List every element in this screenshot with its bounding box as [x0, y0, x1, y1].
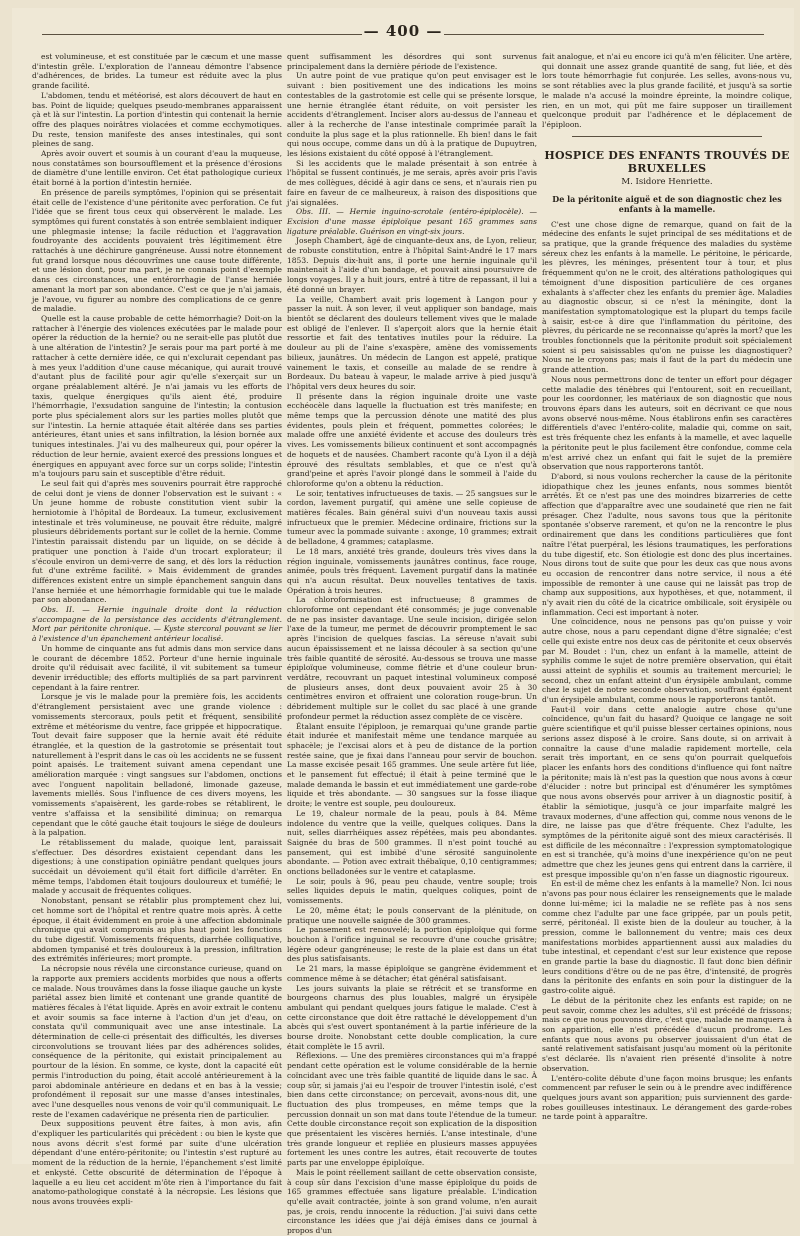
paragraph: Un autre point de vue pratique qu'on peut envisager est le suivant : bien positivement une des indications les moins contestables de la gastrotomie est celle qui se présente lorsque, une hernie étranglée étant réduite, on voit persister les accidents d'étranglement. Inciser alors au-dessus de l'anneau et aller à la recherche de l'anse intestinale comprimée paraît la conduite la plus sage et la plus rationnelle. Eh bien! dans le fait qui nous occupe, comme dans un dû à la pratique de Dupuytren, les lésions existaient du côté opposé à l'étranglement. — [287, 71, 537, 159]
paragraph: Une coïncidence, nous ne pensons pas qu'on puisse y voir autre chose, nous a paru cependant digne d'être signalée; c'est celle qui existe entre nos deux cas de péritonite et ceux observés par M. Boudet : l'un, chez un enfant à la mamelle, atteint de syphilis comme le sujet de notre première observation, qui était aussi atteint de syphilis et soumis au traitement mercuriel; le second, chez un enfant atteint d'un érysipèle ambulant, comme chez le sujet de notre seconde observation, souffrant également d'un érysipèle ambulant, comme nous le rapporterons tantôt. — [542, 617, 792, 705]
paragraph: La nécropsie nous révéla une circonstance curieuse, quand on la rapporte aux premiers accidents morbides que nous a offerts ce malade. Nous trouvâmes dans la fosse iliaque gauche un kyste pariétal assez bien limité et contenant une grande quantité de matières fécales à l'état liquide. Après en avoir extrait le contenu et avoir soumis sa face interne à l'action d'un jet d'eau, on constata qu'il communiquait avec une anse intestinale. La détermination de celle-ci présentait des difficultés, les diverses circonvolutions se trouvant liées par des adhérences solides, conséquence de la péritonite, qui existait principalement au pourtour de la lésion. En somme, ce kyste, dont la capacité eût permis l'introduction du poing, était accolé antérieurement à la paroi abdominale antérieure en dedans et en bas à la vessie; profondément il reposait sur une masse d'anses intestinales, avec l'une desquelles nous venons de voir qu'il communiquait. Le reste de l'examen cadavérique ne présenta rien de particulier. — [32, 964, 282, 1119]
page-number: — 400 — — [363, 22, 443, 40]
paragraph: Le rétablissement du malade, quoique lent, paraissait s'effectuer. Des désordres existaient cependant dans les digestions; à une constipation opiniâtre pendant quelques jours succédait un dévoiement qu'il était fort difficile d'arrêter. En même temps, l'abdomen était toujours douloureux et tuméfié; le malade y accusait de fréquentes coliques. — [32, 837, 282, 896]
paragraph: Le seul fait qui d'après mes souvenirs pourrait être rapproché de celui dont je viens de donner l'observation est le suivant : « Un jeune homme de robuste constitution vient subir la herniotomie à l'hôpital de Bordeaux. La tumeur, exclusivement intestinale et très volumineuse, ne pouvait être réduite, malgré plusieurs débridements portant sur le collet de la hernie. Comme l'intestin paraissait distendu par un liquide, on se décide à pratiquer une ponction à l'aide d'un trocart explorateur; il s'écoule environ un demi-verre de sang, et dès lors la réduction fut d'une extrême facilité. » Mais évidemment de grandes différences existent entre un simple épanchement sanguin dans l'anse herniée et une hémorrhagie formidable qui tue le malade par son abondance. — [32, 478, 282, 605]
section-rule — [572, 136, 762, 137]
paragraph: D'abord, si nous voulons rechercher la cause de la péritonite idiopathique chez les jeunes enfants, nous sommes bientôt arrêtés. Et ce n'est pas une des moindres bizarreries de cette affection que d'apparaître avec une soudaineté que rien ne fait présager. Chez l'adulte, nous savons tous que la péritonite spontanée s'observe rarement, et qu'on ne la rencontre le plus ordinairement que dans les conditions particulières que font naître l'état puerpéral, les lésions traumatiques, les perforations du tube digestif, etc. Son étiologie est donc des plus incertaines. Nous dirons tout de suite que pour les deux cas que nous avons eu occasion de rencontrer dans notre service, il nous a été impossible de remonter à une cause qui ne laissât pas trop de champ aux suppositions, aux hypothèses, et que, notamment, il n'y avait rien du côté de la cicatrice ombilicale, soit érysipèle ou inflammation. Ceci est important à noter. — [542, 471, 792, 617]
paragraph: L'entéro-colite débute d'une façon moins brusque; les enfants commencent par refuser le sein ou à le prendre avec indifférence quelques jours avant son apparition; puis surviennent des garde-robes gouilleuses intestinaux. Le dérangement des garde-robes ne tarde point à apparaître. — [542, 1073, 792, 1122]
header-rule-left — [42, 34, 362, 35]
paragraph: Mais le point réellement saillant de cette observation consiste, à coup sûr dans l'excision d'une masse épiploïque du poids de 165 grammes effectuée sans ligature préalable. L'indication qu'elle avait contractée, jointe à son grand volume, n'en aurait pas, je crois, rendu innocente la réduction. J'ai suivi dans cette circonstance les idées que j'ai déjà émises dans ce journal à propos d'un — [287, 1167, 537, 1236]
paragraph: Faut-il voir dans cette analogie autre chose qu'une coïncidence, qu'un fait du hasard? Quoique ce langage ne soit guère scientifique et qu'il puisse blesser certaines opinions, nous serions assez disposé à le croire. Sans doute, si on arrivait à connaître la cause d'une maladie rapidement mortelle, cela serait très important, en ce sens qu'on pourrait quelquefois placer les enfants hors des conditions d'influence qui font naître la péritonite; mais là n'est pas la question que nous avons à cœur d'élucider : notre but principal est d'énumérer les symptômes que nous avons observés pour arriver à un diagnostic positif, à établir la sémiotique, jusqu'à ce jour imparfaite malgré les travaux modernes, d'une affection qui, comme nous venons de le dire, ne laisse pas que d'être fréquente. Chez l'adulte, les symptômes de la péritonite aiguë sont des mieux caractérisés. Il est difficile de les méconnaître : l'expression symptomatologique en est si tranchée, qu'à moins d'une inexpérience qu'on ne peut admettre que chez les jeunes gens qui entrent dans la carrière, il est presque impossible qu'on n'en fasse un diagnostic rigoureux. — [542, 704, 792, 879]
paragraph: Si les accidents que le malade présentait à son entrée à l'hôpital se fussent continués, je me serais, après avoir pris l'avis de mes collègues, décidé à agir dans ce sens, et n'aurais rien pu faire en faveur de ce malheureux, à raison des dispositions que j'ai signalées. — [287, 158, 537, 207]
paragraph: Deux suppositions peuvent être faites, à mon avis, afin d'expliquer les particularités qui précèdent : ou bien le kyste que nous avons décrit s'est formé par suite d'une ulcération dépendant d'une entéro-péritonite; ou l'intestin s'est rupturé au moment de la réduction de la hernie, l'épanchement s'est limité et enkysté. Cette obscurité de détermination de l'époque à laquelle a eu lieu cet accident m'ôte rien à l'importance du fait anatomo-pathologique constaté à la nécropsie. Les lésions que nous avons trouvées expli- — [32, 1119, 282, 1206]
paragraph: Le 18 mars, anxiété très grande, douleurs très vives dans la région inguinale, vomissements jaunâtres continus, face rouge, animée, pouls très fréquent. Lavement purgatif dans la matinée qui n'a aucun résultat. Deux nouvelles tentatives de taxis. Opération à trois heures. — [287, 546, 537, 595]
page-header — [12, 18, 794, 48]
section-subtitle: De la péritonite aiguë et de son diagnostic chez les enfants à la mamelle. — [552, 193, 782, 214]
paragraph: Joseph Chambert, âgé de cinquante-deux ans, de Lyon, relieur, de robuste constitution, entre à l'hôpital Saint-André le 17 mars 1853. Depuis dix-huit ans, il porte une hernie inguinale qu'il maintenait à l'aide d'un bandage, et pouvait ainsi poursuivre de longs voyages. Il y a huit jours, entré à titre de repassant, il lui a été donné un brayer. — [287, 236, 537, 294]
newspaper-page — [12, 8, 794, 1236]
paragraph: Nonobstant, pensant se rétablir plus promptement chez lui, cet homme sort de l'hôpital et rentre quatre mois après. À cette époque, il était évidemment en proie à une affection abdominale chronique qui avait compromis au plus haut point les fonctions du tube digestif. Vomissements fréquents, diarrhée colliquative, abdomen tympanisé et très douloureux à la pression, infiltration des extrémités inférieures; mort prompte. — [32, 896, 282, 964]
paragraph: Les jours suivants la plaie se rétrécit et se transforme en bourgeons charnus des plus louables, malgré un érysipèle ambulant qui pendant quelques jours fatigue le malade. C'est à cette circonstance que doit être rattaché le développement d'un abcès qui s'est ouvert spontanément à la partie inférieure de la bourse droite. Nonobstant cette double complication, la cure était complète le 15 avril. — [287, 983, 537, 1051]
paragraph: Le pansement est renouvelé; la portion épiploïque qui forme bouchon à l'orifice inguinal se recouvre d'une couche grisâtre; légère odeur gangréneuse; le reste de la plaie est dans un état des plus satisfaisants. — [287, 925, 537, 964]
paragraph: L'abdomen, tendu et météorisé, est alors découvert de haut en bas. Point de liquide; quelques pseudo-membranes apparaissent çà et là sur l'intestin. La portion d'intestin qui contenait la hernie offre des plaques noirâtres violacées et comme ecchymotiques. Du reste, tension manifeste des anses intestinales, qui sont pleines de sang. — [32, 90, 282, 149]
paragraph: Le début de la péritonite chez les enfants est rapide; on ne peut savoir, comme chez les adultes, s'il est précédé de frissons; mais ce que nous pouvons dire, c'est que, malade ne manquera à son apparition, elle n'est précédée d'aucun prodrome. Les enfants que nous avons pu observer jouissaient d'un état de santé relativement satisfaisant jusqu'au moment où la péritonite s'est déclarée. Ils n'avaient rien présenté d'insolite à notre observation. — [542, 995, 792, 1073]
text-column-2 — [287, 52, 537, 1236]
paragraph: quent suffisamment les désordres qui sont survenus principalement dans la dernière période de l'existence. — [287, 52, 537, 71]
paragraph: Quelle est la cause probable de cette hémorrhagie? Doit-on la rattacher à l'énergie des violences exécutées par le malade pour opérer la réduction de la hernie? ou ne serait-elle pas plutôt due à une altération de l'intestin? Je serais pour ma part porté à me rattacher à cette dernière idée, ce qui n'exclurait cependant pas à mes yeux l'addition d'une cause mécanique, qui aurait trouvé d'autant plus de facilité pour agir qu'elle s'exerçait sur un organe préalablement altéré. Je n'ai jamais vu les efforts de taxis, quelque énergiques qu'ils aient été, produire l'hémorrhagie, l'exsudation sanguine de l'intestin; la contusion porte plus spécialement alors sur les parties molles plutôt que sur l'intestin. La hernie attaquée était altérée dans ses parties antérieures, étant unies et sans infiltration, la lésion bornée aux tuniques intestinales. J'ai vu des malheureux qui, pour opérer la réduction de leur hernie, avaient exercé des pressions longues et énergiques en appuyant avec force sur un corps solide; l'intestin m'a toujours paru sain et susceptible d'être réduit. — [32, 313, 282, 479]
paragraph: Étalant ensuite l'épiploon, je remarquai qu'une grande partie était indurée et manifestait même une tendance marquée au sphacèle; je l'excisai alors et à peu de distance de la portion restée saine, que je fixai dans l'anneau pour servir de bouchon. La masse excisée pesait 165 grammes. Une seule artère fut liée, et le pansement fut effectué; il était à peine terminé que le malade demanda le bassin et eut immédiatement une garde-robe liquide et très abondante. — 30 sangsues sur la fosse iliaque droite; le ventre est souple, peu douloureux. — [287, 721, 537, 809]
column-3-body-text — [542, 220, 792, 1122]
paragraph: est volumineuse, et est constituée par le cæcum et une masse d'intestin grêle. L'exploration de l'anneau démontre l'absence d'adhérences, de brides. La tumeur est réduite avec la plus grande facilité. — [32, 52, 282, 91]
paragraph: Après avoir ouvert et soumis à un courant d'eau la muqueuse, nous constatâmes son boursoufflement et la présence d'érosions de diamètre d'une lentille environ. Cet état pathologique curieux était borné à la portion d'intestin herniée. — [32, 149, 282, 188]
paragraph: En présence de pareils symptômes, l'opinion qui se présentait était celle de l'existence d'une péritonite avec perforation. Ce fut l'idée que se firent tous ceux qui observèrent le malade. Les symptômes qui furent constatés à son entrée semblaient indiquer une phlegmasie intense; la facile réduction et l'aggravation foudroyante des accidents pouvaient très légitimement être rattachés à une déchirure gangréneuse. Aussi notre étonnement fut grand lorsque nous découvrîmes une cause toute différente, et une lésion dont, pour ma part, je ne connais point d'exemple dans ces circonstances, une entérorrhagie de l'anse herniée amenant la mort par son abondance. C'est ce que je n'ai jamais, je l'avoue, vu figurer au nombre des complications de ce genre de maladie. — [32, 187, 282, 314]
paragraph: Le soir, pouls à 96, peau peu chaude, ventre souple; trois selles liquides depuis le matin, quelques coliques, point de vomissements. — [287, 876, 537, 906]
header-rule-right — [444, 34, 764, 35]
paragraph: Le 21 mars, la masse épiploïque se gangrène évidemment et commence même à se détacher; état général satisfaisant. — [287, 964, 537, 983]
column-3-lead-text — [542, 52, 792, 130]
paragraph: fait analogue, et n'ai eu encore ici qu'à m'en féliciter. Une artère, qui donnait une assez grande quantité de sang, fut liée, et dès lors toute hémorrhagie fut conjurée. Les selles, avons-nous vu, se sont rétablies avec la plus grande facilité, et jusqu'à sa sortie le malade n'a accusé la moindre épreinte, la moindre colique, rien, en un mot, qui pût me faire supposer un tiraillement quelconque produit par l'adhérence et le déplacement de l'épiploon. — [542, 52, 792, 129]
paragraph: Le 20, même état; le pouls conservant de la plénitude, on pratique une nouvelle saignée de 300 grammes. — [287, 905, 537, 925]
text-column-3 — [542, 52, 792, 1152]
paragraph: Réflexions. — Une des premières circonstances qui m'a frappé pendant cette opération est le volume considérable de la hernie coïncidant avec une très faible quantité de liquide dans le sac. À coup sûr, si jamais j'ai eu l'espoir de trouver l'intestin isolé, c'est bien dans cette circonstance; on percevait, avons-nous dit, une fluctuation des plus trompeuses, en même temps que la percussion donnait un son mat dans toute l'étendue de la tumeur. Cette double circonstance reçoit son explication de la disposition que présentaient les viscères herniés. L'anse intestinale, d'une très grande longueur et repliée en plusieurs masses appuyées fortement les unes contre les autres, était recouverte de toutes parts par une enveloppe épiploïque. — [287, 1051, 537, 1168]
observation-heading: Obs. III. — Hernie inguino-scrotale (entéro-épiplocèle). — Excision d'une masse épiploïque pesant 165 grammes sans ligature préalable. Guérison en vingt-six jours. — [287, 207, 537, 236]
text-column-1 — [32, 52, 282, 1206]
paragraph: Il présente dans la région inguinale droite une vaste ecchéocèle dans laquelle la fluctuation est très manifeste; en même temps que la percussion dénote une matité des plus évidentes, pouls plein et fréquent, pommettes colorées; le malade offre une anxiété évidente et accuse des douleurs très vives. Les vomissements bilieux continuent et sont accompagnés de hoquets et de nausées. Chambert raconte qu'à Lyon il a déjà éprouvé des résultats semblables, et que ce n'est qu'à grand'peine et après l'avoir plongé dans le sommeil à l'aide du chloroforme qu'on a obtenu la réduction. — [287, 391, 537, 488]
paragraph: Le 19, chaleur normale de la peau, pouls à 84. Même indolence du ventre que la veille, quelques coliques. Dans la nuit, selles diarrhéiques assez répétées, mais peu abondantes. Saignée du bras de 500 grammes. Il n'est point touché au pansement, qui est imbibé d'une sérosité sanguinolente abondante. — Potion avec extrait thébaïque, 0,10 centigrammes; onctions belladonées sur le ventre et cataplasme. — [287, 808, 537, 877]
paragraph: Lorsque je vis le malade pour la première fois, les accidents d'étranglement persistaient avec une grande violence : vomissements stercoraux, pouls petit et fréquent, sensibilité extrême et météorisme du ventre, face grippée et hippocratique. Tout devait faire supposer que la hernie avait été réduite étranglée, et la question de la gastrotomie se présentait tout naturellement à l'esprit dans le cas où les accidents ne se fussent point apaisés. Le traitement suivant amena cependant une amélioration marquée : vingt sangsues sur l'abdomen, onctions avec l'onguent napolitain belladoné, limonade gazeuse, lavements miellés. Sous l'influence de ces divers moyens, les vomissements s'apaisèrent, les garde-robes se rétablirent, le ventre s'affaissa et la sensibilité diminua; on remarqua cependant que le côté gauche était toujours le siége de douleurs à la palpation. — [32, 692, 282, 838]
paragraph: Nous nous permettrons donc de tenter un effort pour dégager cette maladie des ténèbres qui l'entourent, soit en recueillant, pour les coordonner, les matériaux de son diagnostic que nous trouvons épars dans les auteurs, soit en décrivant ce que nous avons observé nous-même. Nous établirons enfin ses caractères différentiels d'avec l'entéro-colite, maladie qui, comme on sait, est très fréquente chez les enfants à la mamelle, et avec laquelle la péritonite peut le plus facilement être confondue, comme cela m'est arrivé chez un enfant qui fait le sujet de la première observation que nous rapporterons tantôt. — [542, 374, 792, 472]
paragraph: La chloroformisation est infructueuse; 8 grammes de chloroforme ont cependant été consommés; je juge convenable de ne pas insister davantage. Une seule incision, dirigée selon l'axe de la tumeur, me permet de découvrir promptement le sac après l'incision de quelques fascias. La séreuse n'avait subi aucun épaississement et ne laissa découler à sa section qu'une très faible quantité de sérosité. Au-dessous se trouva une masse épiploïque volumineuse, comme flétrie et d'une couleur brun-verdâtre, recouvrant un paquet intestinal volumineux composé de plusieurs anses, dont deux pouvaient avoir 25 à 30 centimètres environ et offraient une coloration rouge-brun. Un débridement multiple sur le collet du sac placé à une grande profondeur permet la réduction assez complète de ce viscère. — [287, 595, 537, 721]
paragraph: C'est une chose digne de remarque, quand on fait de la médecine des enfants le sujet principal de ses méditations et de sa pratique, que la grande fréquence des maladies du système séreux chez les enfants à la mamelle. Le péritoine, le péricarde, les plèvres, les méninges, présentent tour à tour, et plus fréquemment qu'on ne le croit, des altérations pathologiques qui témoignent d'une disposition particulière de ces organes exhalants à s'affecter chez les enfants du premier âge. Maladies au diagnostic obscur, si ce n'est la méningite, dont la manifestation symptomatologique est la plupart du temps facile à saisir, est-ce à dire que l'inflammation du péritoine, des plèvres, du péricarde ne se reconnaisse qu'après la mort? que les troubles fonctionnels que la péritonite produit soit spécialement soient si peu saisissables qu'on ne puisse les diagnostiquer? Nous ne le croyons pas; mais il faut de la part du médecin une grande attention. — [542, 219, 792, 375]
paragraph: La veille, Chambert avait pris logement à Langon pour y passer la nuit. À son lever, il veut appliquer son bandage, mais bientôt se déclarent des douleurs tellement vives que le malade est obligé de l'enlever. Il s'aperçoit alors que la hernie était ressortie et fait des tentatives inutiles pour la réduire. La douleur au pli de l'aine s'exaspère, amène des vomissements bilieux, jaunâtres. Un médecin de Langon est appelé, pratique vainement le taxis, et conseille au malade de se rendre à Bordeaux. Du bateau à vapeur, le malade arrive à pied jusqu'à l'hôpital vers deux heures du soir. — [287, 294, 537, 391]
section-author: M. Isidore Henriette. — [621, 176, 713, 187]
observation-heading: Obs. II. — Hernie inguinale droite dont la réduction s'accompagne de la persistance des accidents d'étranglement. Mort par péritonite chronique. — Kyste stercoral pouvant se lier à l'existence d'un épanchement antérieur localisé. — [32, 605, 282, 644]
paragraph: En est-il de même chez les enfants à la mamelle? Non. Ici nous n'avons pas pour nous éclairer les renseignements que le malade donne lui-même; ici la maladie ne se reflète pas à nos sens comme chez l'adulte par une face grippée, par un pouls petit, serré, péritonéal. Il existe bien de la douleur au toucher, à la pression, comme le ballonnement du ventre; mais ces deux manifestations morbides appartiennent aussi aux maladies du tube intestinal, et cependant c'est sur leur existence que repose en grande partie la base du diagnostic. Il faut donc bien définir leurs conditions d'être ou de ne pas être, d'intensité, de progrès dans la péritonite des enfants en soin pour la distinguer de la gastro-colite aiguë. — [542, 879, 792, 996]
paragraph: Un homme de cinquante ans fut admis dans mon service dans le courant de décembre 1852. Porteur d'une hernie inguinale droite qu'il réduisait avec facilité, il vit subitement sa tumeur devenir irréductible; des efforts multipliés de sa part parvinrent cependant à la faire rentrer. — [32, 643, 282, 692]
section-title: HOSPICE DES ENFANTS TROUVÉS DE BRUXELLES — [544, 148, 790, 175]
paragraph: Le soir, tentatives infructueuses de taxis. — 25 sangsues sur le cordon, lavement purgatif, qui amène une selle copieuse de matières fécales. Bain général suivi d'un nouveau taxis aussi infructueux que le premier. Médecine ordinaire, frictions sur la tumeur avec la pommade suivante : axonge, 10 grammes; extrait de belladone, 4 grammes; cataplasme. — [287, 488, 537, 547]
